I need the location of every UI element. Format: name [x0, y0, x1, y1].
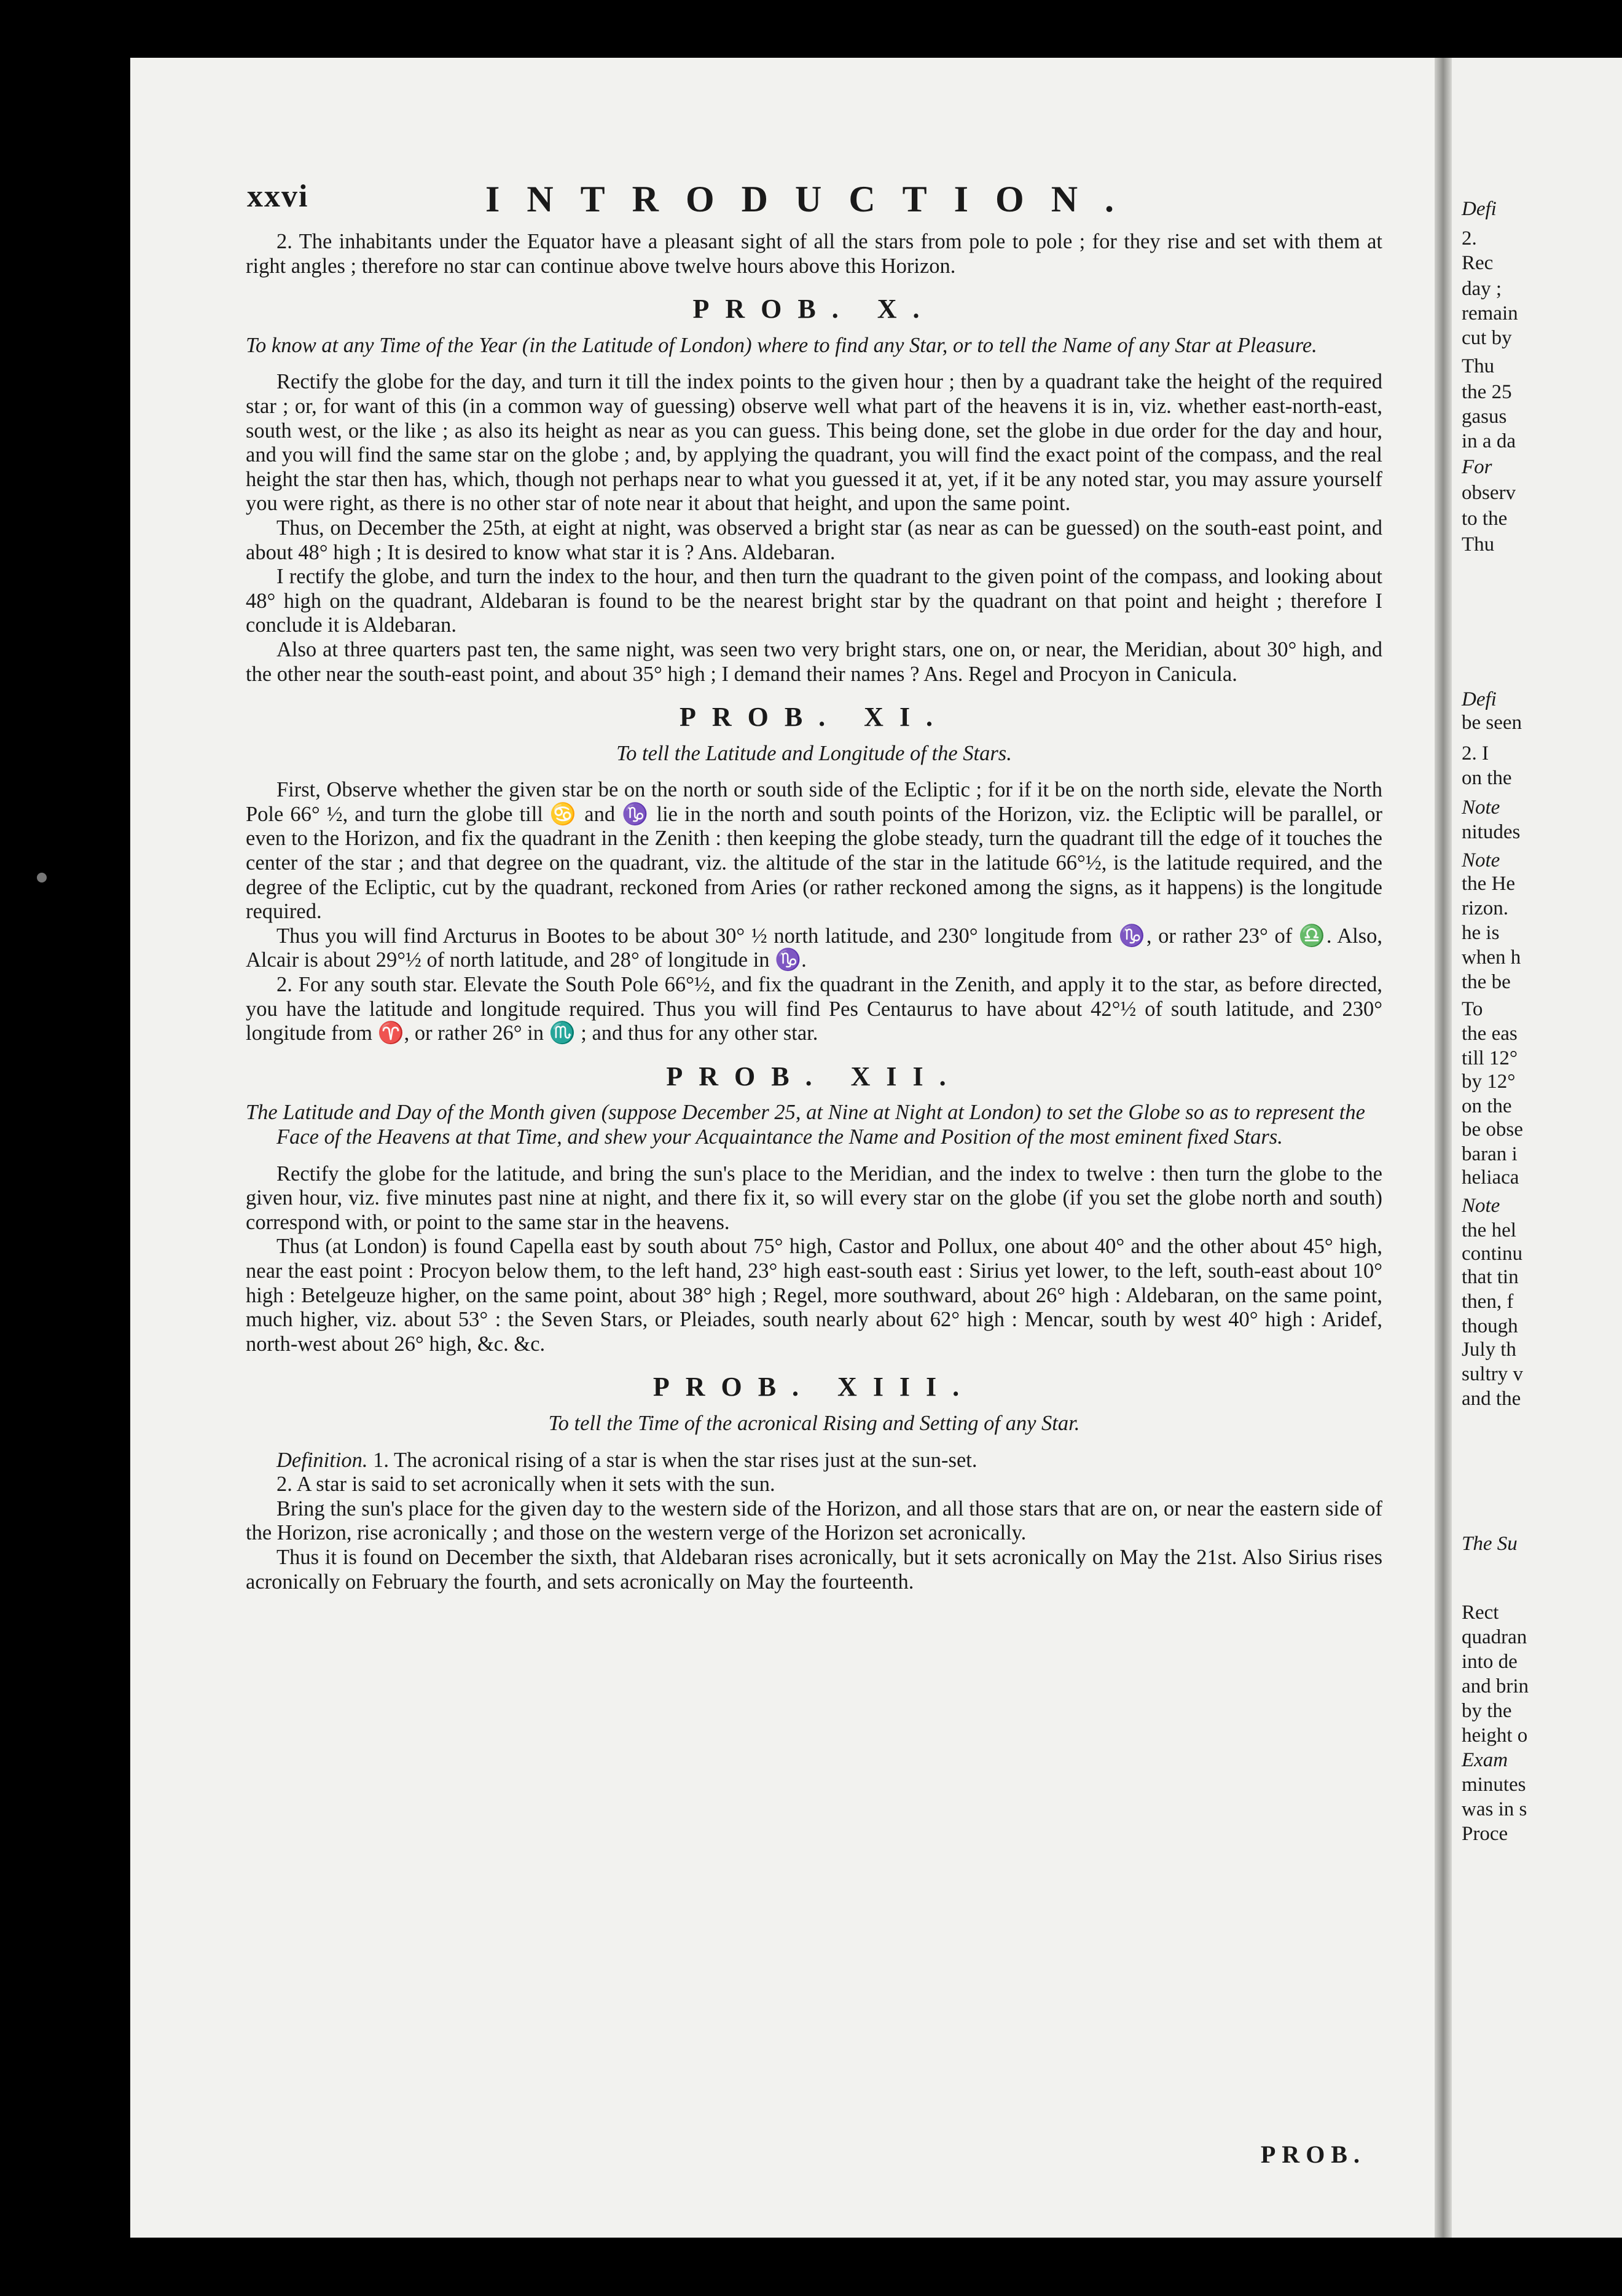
facing-page-line: Note [1462, 796, 1500, 819]
facing-page-line: heliaca [1462, 1166, 1519, 1189]
facing-page-line: then, f [1462, 1291, 1514, 1313]
facing-page-line: day ; [1462, 278, 1502, 300]
facing-page-line: he is [1462, 922, 1500, 944]
prob-x-paragraph: I rectify the globe, and turn the index to the hour, and then turn the quadrant to the given point of the compass, and looking about 48° high on the quadrant, Aldebaran is found to be the nearest bright star by the quadrant on that point and height ; therefore I conclude it is Aldebaran. [246, 565, 1382, 637]
facing-page-line: to the [1462, 508, 1508, 530]
prob-x-title: To know at any Time of the Year (in the Latitude of London) where to find any Star, or to tell the Name of any Star at Pleasure. [246, 333, 1317, 357]
facing-page-line: Defi [1462, 198, 1497, 220]
facing-page [1452, 58, 1622, 2238]
facing-page-line: till 12° [1462, 1047, 1518, 1069]
facing-page-line: remain [1462, 302, 1518, 324]
facing-page-line: though [1462, 1315, 1518, 1337]
prob-xii-heading: PROB. XII. [666, 1061, 962, 1091]
page-number: xxvi [247, 179, 309, 214]
prob-xii-paragraph: Rectify the globe for the latitude, and bring the sun's place to the Meridian, and the index to twelve : then turn the globe to the given hour, viz. five minutes past nine at night, and there fix it, so will every star on the globe (if you set the globe north and south) correspond with, or point to the same star in the heavens. [246, 1162, 1382, 1234]
prob-xii-title: The Latitude and Day of the Month given (suppose December 25, at Nine at Night at London) to set the Globe so as to represent the Face of the Heavens at that Time, and shew your Acquaintance the Name and Position of the most eminent fixed Stars. [246, 1101, 1365, 1149]
facing-page-line: 2. [1462, 227, 1477, 250]
running-head: INTRODUCTION. [485, 179, 1142, 219]
definition-2: 2. A star is said to set acronically when it sets with the sun. [276, 1472, 775, 1496]
prob-xi-heading: PROB. XI. [679, 702, 949, 733]
definition-1 [246, 1449, 1382, 1473]
prob-xiii-title: To tell the Time of the acronical Rising and Setting of any Star. [548, 1411, 1080, 1435]
facing-page-line: sultry v [1462, 1363, 1523, 1385]
facing-page-line: height o [1462, 1724, 1528, 1747]
facing-page-line: the 25 [1462, 381, 1512, 403]
facing-page-line: quadran [1462, 1626, 1527, 1648]
facing-page-line: July th [1462, 1339, 1516, 1361]
facing-page-line: 2. I [1462, 742, 1489, 765]
facing-page-line: Note [1462, 849, 1500, 871]
facing-page-line: For [1462, 456, 1492, 478]
prob-xi-title: To tell the Latitude and Longitude of the Stars. [616, 741, 1012, 765]
facing-page-line: Defi [1462, 688, 1497, 710]
facing-page-line: Rec [1462, 252, 1494, 274]
page-header [247, 178, 1379, 227]
prob-xiii-paragraph: Thus it is found on December the sixth, that Aldebaran rises acronically, but it sets acronically on May the 21st. Also Sirius rises acronically on February the fourth, and sets acronically on May the fourteenth. [246, 1545, 1382, 1594]
book-gutter [1435, 58, 1452, 2238]
facing-page-line: was in s [1462, 1798, 1527, 1820]
facing-page-line: continu [1462, 1243, 1522, 1265]
facing-page-line: Proce [1462, 1823, 1508, 1845]
catchword: PROB. [1260, 2141, 1366, 2168]
definition-label: Definition. [276, 1448, 368, 1472]
facing-page-line: Rect [1462, 1602, 1499, 1624]
page-body [246, 230, 1382, 1594]
prob-xiii-paragraph: Bring the sun's place for the given day to the western side of the Horizon, and all those stars that are on, or near the eastern side of the Horizon, rise acronically ; and those on the western verge of the Horizon set acronically. [246, 1496, 1382, 1545]
facing-page-line: cut by [1462, 327, 1512, 349]
facing-page-line: on the [1462, 767, 1512, 789]
facing-page-line: gasus [1462, 406, 1507, 428]
facing-page-line: in a da [1462, 430, 1516, 452]
facing-page-line: and brin [1462, 1675, 1529, 1697]
facing-page-line: be obse [1462, 1119, 1523, 1141]
facing-page-line: by the [1462, 1700, 1512, 1722]
facing-page-line: into de [1462, 1651, 1518, 1673]
definition-1-text: 1. The acronical rising of a star is when the star rises just at the sun-set. [373, 1448, 978, 1472]
prob-xi-paragraph: 2. For any south star. Elevate the South Pole 66°½, and fix the quadrant in the Zenith, and apply it to the star, as before directed, you have the latitude and longitude required. Thus you will find Pes Centaurus to have about 42°½ of south latitude, and 230° longitude from ♈, or rather 26° in ♏ ; and thus for any other star. [246, 973, 1382, 1045]
facing-page-line: be seen [1462, 712, 1522, 734]
facing-page-line: when h [1462, 946, 1521, 969]
prob-x-paragraph: Thus, on December the 25th, at eight at night, was observed a bright star (as near as can be guessed) on the south-east point, and about 48° high ; It is desired to know what star it is ? Ans. Aldebaran. [246, 516, 1382, 564]
facing-page-line: rizon. [1462, 897, 1509, 919]
facing-page-line: that tin [1462, 1266, 1519, 1288]
facing-page-line: the eas [1462, 1023, 1518, 1045]
facing-page-line: nitudes [1462, 821, 1521, 843]
facing-page-line: To [1462, 998, 1483, 1020]
facing-page-line: the hel [1462, 1219, 1516, 1241]
facing-page-line: minutes [1462, 1774, 1526, 1796]
book-page [130, 58, 1435, 2238]
facing-page-line: baran i [1462, 1143, 1518, 1165]
margin-mark [37, 873, 47, 883]
prob-xi-paragraph: First, Observe whether the given star be on the north or south side of the Ecliptic ; for if it be on the north side, elevate the North Pole 66° ½, and turn the globe till ♋ and ♑ lie in the north and south points of the Horizon, viz. the Ecliptic will be parallel, or even to the Horizon, and fix the quadrant in the Zenith : then keeping the globe steady, turn the quadrant till the edge of it touches the center of the star ; and that degree on the quadrant, viz. the altitude of the star in the latitude 66°½, is the latitude required, and the degree of the Ecliptic, cut by the quadrant, reckoned from Aries (or rather reckoned among the signs, as it happens) is the longitude required. [246, 778, 1382, 924]
facing-page-line: The Su [1462, 1533, 1518, 1555]
facing-page-line: Note [1462, 1195, 1500, 1217]
facing-page-line: the be [1462, 971, 1511, 993]
facing-page-line: and the [1462, 1388, 1521, 1410]
facing-page-line: the He [1462, 873, 1516, 895]
facing-page-line: by 12° [1462, 1071, 1516, 1093]
facing-page-line: Thu [1462, 533, 1495, 556]
prob-xii-paragraph: Thus (at London) is found Capella east by south about 75° high, Castor and Pollux, one about 40° and the other about 45° high, near the east point : Procyon below them, to the left hand, 23° high east-south east : Sirius yet lower, to the left, south-east about 10° high : Betelgeuze higher, on the same point, about 38° high ; Regel, more southward, about 26° high : Aldebaran, on the same point, much higher, viz. about 53° : the Seven Stars, or Pleiades, south nearly about 62° high : Mencar, south by west 40° high : Aridef, north-west about 26° high, &c. &c. [246, 1235, 1382, 1356]
prob-xi-paragraph: Thus you will find Arcturus in Bootes to be about 30° ½ north latitude, and 230° longitude from ♑, or rather 23° of ♎. Also, Alcair is about 29°½ of north latitude, and 28° of longitude in ♑. [246, 924, 1382, 972]
prob-x-paragraph: Rectify the globe for the day, and turn it till the index points to the given hour ; then by a quadrant take the height of the required star ; or, for want of this (in a common way of guessing) observe well what part of the heavens it is in, viz. whether east-north-east, south west, or the like ; as also its height as near as you can guess. This being done, set the globe in due order for the day and hour, and you will find the same star on the globe ; and, by applying the quadrant, you will find the exact point of the compass, and the real height the star then has, which, though not perhaps near to what you guessed it at, yet, if it be any noted star, you may assure yourself you were right, as there is no other star of note near it about that height, and upon the same point. [246, 370, 1382, 516]
prob-x-heading: PROB. X. [692, 294, 936, 324]
intro-paragraph: 2. The inhabitants under the Equator have a pleasant sight of all the stars from pole to pole ; for they rise and set with them at right angles ; therefore no star can continue above twelve hours above this Horizon. [246, 230, 1382, 278]
prob-xiii-heading: PROB. XIII. [652, 1372, 976, 1402]
facing-page-line: Thu [1462, 355, 1495, 377]
facing-page-line: on the [1462, 1095, 1512, 1117]
facing-page-line: Exam [1462, 1749, 1508, 1771]
prob-x-paragraph: Also at three quarters past ten, the same night, was seen two very bright stars, one on, or near, the Meridian, about 30° high, and the other near the south-east point, and about 35° high ; I demand their names ? Ans. Regel and Procyon in Canicula. [246, 637, 1382, 686]
facing-page-line: observ [1462, 482, 1516, 504]
